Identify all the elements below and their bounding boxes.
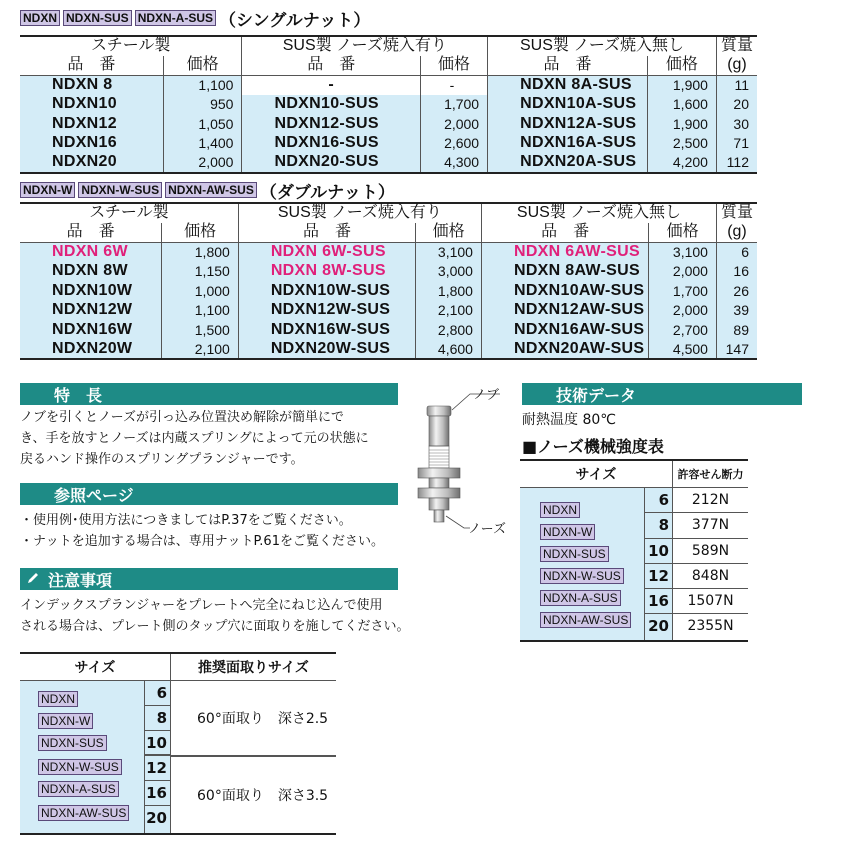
price-cell: - (420, 75, 487, 95)
double-nut-table (20, 202, 757, 360)
mass-cell: 16 (716, 262, 757, 282)
size-cell: 8 (145, 706, 170, 731)
chamfer-group1: 60°面取り 深さ2.5 (170, 681, 336, 757)
strength-rows (644, 488, 748, 640)
part-number-cell: NDXN16W (20, 320, 162, 340)
mass-unit-header: (g) (727, 223, 747, 240)
sus-without-header: SUS製 ノーズ焼入無し (488, 36, 717, 56)
size-cell: 12 (145, 756, 170, 781)
text-line: ・ナットを追加する場合は、専用ナットP.61をご覧ください。 (20, 534, 384, 549)
price-header: 価格 (647, 56, 716, 76)
steel-header: スチール製 (20, 36, 242, 56)
sus-with-header: SUS製 ノーズ焼入有り (242, 36, 488, 56)
single-nut-table (20, 35, 757, 174)
price-cell: 2,000 (420, 114, 487, 134)
strength-size-header: サイズ (575, 467, 617, 483)
mass-cell: 112 (716, 153, 757, 173)
table-row (644, 539, 748, 564)
size-cell: 12 (644, 564, 672, 588)
chamfer-recommended-header: 推奨面取りサイズ (170, 654, 336, 680)
model-tag: NDXN (38, 691, 78, 707)
price-cell: 1,800 (416, 281, 482, 301)
table-row (20, 242, 757, 262)
price-cell: 2,100 (416, 301, 482, 321)
text-line: 戻るハンド操作のスプリングプランジャーです。 (20, 452, 304, 467)
price-cell: 2,700 (649, 320, 717, 340)
part-number-cell: NDXN 8AW-SUS (481, 262, 648, 282)
model-tag: NDXN-W (38, 713, 93, 729)
model-tag: NDXN-AW-SUS (540, 612, 631, 628)
size-cell: 10 (145, 731, 170, 756)
price-cell: 2,800 (416, 320, 482, 340)
part-number-cell: NDXN10W (20, 281, 162, 301)
model-tag: NDXN-SUS (38, 735, 107, 751)
chamfer-tag-cell (20, 681, 144, 833)
part-number-cell: NDXN12 (20, 114, 163, 134)
table-row (644, 513, 748, 538)
part-number-cell: NDXN10A-SUS (488, 95, 648, 115)
size-cell: 6 (644, 488, 672, 512)
mass-cell: 89 (716, 320, 757, 340)
chamfer-table (20, 652, 336, 836)
price-cell: 2,100 (162, 340, 238, 360)
shear-force-cell: 1507N (672, 589, 748, 613)
text-line: インデックスプランジャーをプレートへ完全にねじ込んで使用 (20, 598, 383, 613)
price-cell: 2,000 (649, 301, 717, 321)
price-header: 価格 (420, 56, 487, 76)
table-row (20, 262, 757, 282)
model-tag: NDXN-AW-SUS (165, 182, 257, 198)
price-cell: 1,400 (163, 134, 242, 154)
mass-cell: 39 (716, 301, 757, 321)
part-number-cell: - (242, 75, 420, 95)
mass-cell: 26 (716, 281, 757, 301)
mass-cell: 11 (716, 75, 757, 95)
mass-cell: 71 (716, 134, 757, 154)
sus-with-header: SUS製 ノーズ焼入有り (238, 203, 481, 223)
part-number-cell: NDXN 6AW-SUS (481, 242, 648, 262)
sus-without-header: SUS製 ノーズ焼入無し (481, 203, 716, 223)
part-number-cell: NDXN12-SUS (242, 114, 420, 134)
shear-force-cell: 848N (672, 564, 748, 588)
text-line: き、手を放すとノーズは内蔵スプリングによって元の状態に (20, 431, 369, 446)
reference-header (20, 483, 398, 505)
table-row (644, 589, 748, 614)
part-number-cell: NDXN10W-SUS (238, 281, 415, 301)
chamfer-group2: 60°面取り 深さ3.5 (170, 757, 336, 833)
steel-header: スチール製 (20, 203, 238, 223)
strength-table (520, 459, 748, 643)
part-no-header: 品 番 (20, 223, 162, 243)
part-number-cell: NDXN12W-SUS (238, 301, 415, 321)
shear-header: 許容せん断力 (672, 461, 748, 487)
model-tag: NDXN-AW-SUS (38, 805, 129, 821)
shear-force-cell: 589N (672, 539, 748, 563)
price-cell: 3,100 (649, 242, 717, 262)
single-nut-heading (20, 6, 370, 30)
model-tag: NDXN-SUS (63, 10, 132, 26)
model-tag: NDXN-W-SUS (78, 182, 162, 198)
price-cell: 1,700 (420, 95, 487, 115)
part-number-cell: NDXN 8W-SUS (238, 262, 415, 282)
price-cell: 1,000 (162, 281, 238, 301)
table-row (644, 488, 748, 513)
part-number-cell: NDXN16-SUS (242, 134, 420, 154)
part-number-cell: NDXN20AW-SUS (481, 340, 648, 360)
model-tag: NDXN-W (20, 182, 75, 198)
knob-label: ノブ (473, 388, 500, 403)
table-row (20, 95, 757, 115)
part-number-cell: NDXN 8W (20, 262, 162, 282)
price-cell: 3,100 (416, 242, 482, 262)
table-row (20, 114, 757, 134)
mass-unit-header: (g) (727, 56, 747, 73)
text-line: ノブを引くとノーズが引っ込み位置決め解除が簡単にで (20, 410, 344, 425)
price-cell: 1,100 (162, 301, 238, 321)
part-number-cell: NDXN20 (20, 153, 163, 173)
mass-header: 質量 (720, 204, 753, 222)
price-cell: 1,100 (163, 75, 242, 95)
price-cell: 2,000 (649, 262, 717, 282)
features-title: 特 長 (54, 385, 103, 405)
table-row (644, 614, 748, 639)
reference-text (20, 510, 410, 552)
price-cell: 1,900 (647, 75, 716, 95)
price-header: 価格 (649, 223, 717, 243)
reference-title: 参照ページ (54, 485, 134, 505)
size-cell: 20 (644, 614, 672, 639)
caution-header (20, 568, 398, 590)
price-cell: 1,500 (162, 320, 238, 340)
part-number-cell: NDXN12AW-SUS (481, 301, 648, 321)
chamfer-size-header: サイズ (74, 660, 116, 676)
table-row (20, 134, 757, 154)
part-number-cell: NDXN10 (20, 95, 163, 115)
price-cell: 950 (163, 95, 242, 115)
shear-force-cell: 377N (672, 513, 748, 537)
double-nut-title: （ダブルナット） (259, 182, 395, 203)
model-tag: NDXN-W (540, 524, 595, 540)
price-cell: 1,050 (163, 114, 242, 134)
price-cell: 1,700 (649, 281, 717, 301)
part-no-header: 品 番 (242, 56, 420, 76)
part-number-cell: NDXN20W-SUS (238, 340, 415, 360)
part-number-cell: NDXN 6W-SUS (238, 242, 415, 262)
model-tag: NDXN-W-SUS (38, 759, 122, 775)
price-cell: 1,600 (647, 95, 716, 115)
mass-cell: 30 (716, 114, 757, 134)
price-header: 価格 (163, 56, 242, 76)
model-tag: NDXN-W-SUS (540, 568, 624, 584)
table-row (20, 340, 757, 360)
text-line: ・使用例･使用方法につきましてはP.37をご覧ください。 (20, 513, 352, 528)
part-number-cell: NDXN12A-SUS (488, 114, 648, 134)
mass-header: 質量 (720, 37, 753, 55)
part-no-header: 品 番 (238, 223, 415, 243)
price-cell: 1,800 (162, 242, 238, 262)
size-cell: 16 (644, 589, 672, 613)
mass-cell: 147 (716, 340, 757, 360)
part-number-cell: NDXN 8A-SUS (488, 75, 648, 95)
part-number-cell: NDXN10-SUS (242, 95, 420, 115)
double-nut-heading (20, 178, 395, 202)
table-row (20, 75, 757, 95)
features-header (20, 383, 398, 405)
part-number-cell: NDXN20-SUS (242, 153, 420, 173)
single-nut-title: （シングルナット） (219, 10, 371, 31)
model-tag: NDXN-A-SUS (135, 10, 216, 26)
size-cell: 8 (644, 513, 672, 537)
price-header: 価格 (162, 223, 238, 243)
price-cell: 4,300 (420, 153, 487, 173)
table-row (20, 281, 757, 301)
table-row (644, 564, 748, 589)
caution-text (20, 595, 410, 637)
mass-cell: 6 (716, 242, 757, 262)
shear-force-cell: 212N (672, 488, 748, 512)
model-tag: NDXN-SUS (540, 546, 609, 562)
part-number-cell: NDXN20A-SUS (488, 153, 648, 173)
strength-tag-cell (520, 488, 644, 640)
heat-resistance: 耐熱温度 80℃ (522, 412, 616, 428)
part-no-header: 品 番 (20, 56, 163, 76)
model-tag: NDXN (20, 10, 60, 26)
price-cell: 2,500 (647, 134, 716, 154)
strength-title: ■ノーズ機械強度表 (522, 437, 664, 456)
tech-header (522, 383, 802, 405)
part-no-header: 品 番 (481, 223, 648, 243)
table-row (20, 153, 757, 173)
chamfer-size-col (144, 681, 170, 833)
part-number-cell: NDXN16W-SUS (238, 320, 415, 340)
size-cell: 10 (644, 539, 672, 563)
price-cell: 4,500 (649, 340, 717, 360)
part-number-cell: NDXN 6W (20, 242, 162, 262)
pencil-icon (20, 570, 42, 589)
model-tag: NDXN (540, 502, 580, 518)
table-row (20, 301, 757, 321)
part-no-header: 品 番 (488, 56, 648, 76)
table-row (20, 320, 757, 340)
part-number-cell: NDXN20W (20, 340, 162, 360)
plunger-diagram (400, 380, 520, 550)
shear-force-cell: 2355N (672, 614, 748, 639)
part-number-cell: NDXN16A-SUS (488, 134, 648, 154)
price-cell: 1,150 (162, 262, 238, 282)
part-number-cell: NDXN16AW-SUS (481, 320, 648, 340)
part-number-cell: NDXN12W (20, 301, 162, 321)
tech-title: 技術データ (556, 385, 637, 405)
price-cell: 4,600 (416, 340, 482, 360)
price-cell: 2,600 (420, 134, 487, 154)
model-tag: NDXN-A-SUS (38, 781, 119, 797)
part-number-cell: NDXN 8 (20, 75, 163, 95)
size-cell: 16 (145, 781, 170, 806)
price-header: 価格 (416, 223, 482, 243)
price-cell: 4,200 (647, 153, 716, 173)
part-number-cell: NDXN16 (20, 134, 163, 154)
model-tag: NDXN-A-SUS (540, 590, 621, 606)
size-cell: 20 (146, 809, 167, 827)
price-cell: 1,900 (647, 114, 716, 134)
nose-label: ノーズ (468, 522, 506, 537)
features-text (20, 407, 400, 470)
part-number-cell: NDXN10AW-SUS (481, 281, 648, 301)
text-line: される場合は、プレート側のタップ穴に面取りを施してください。 (20, 619, 410, 634)
size-cell: 6 (145, 681, 170, 706)
mass-cell: 20 (716, 95, 757, 115)
price-cell: 2,000 (163, 153, 242, 173)
caution-title: 注意事項 (48, 570, 113, 590)
price-cell: 3,000 (416, 262, 482, 282)
